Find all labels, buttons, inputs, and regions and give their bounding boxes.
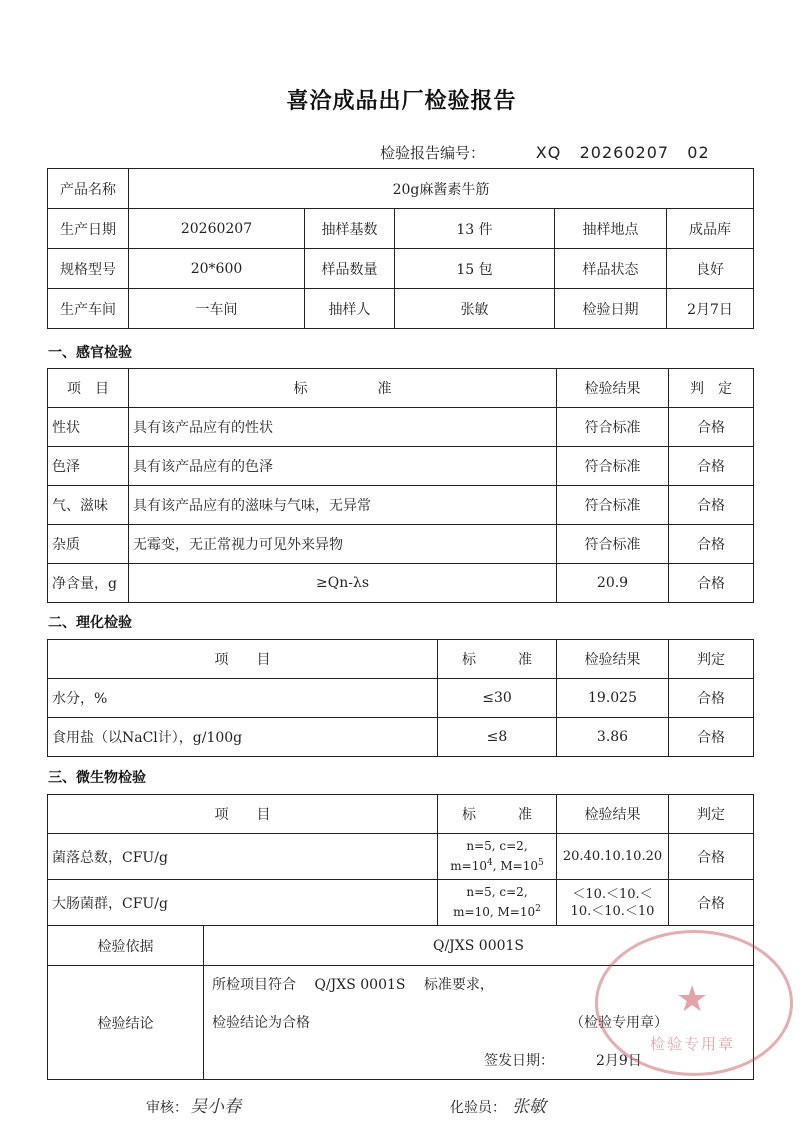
physchem-item: 食用盐（以NaCl计），g/100g xyxy=(48,718,438,757)
table-row xyxy=(48,834,754,880)
report-number-label: 检验报告编号： xyxy=(380,144,486,162)
sensory-result: 符合标准 xyxy=(557,447,669,486)
table-row xyxy=(48,880,754,926)
sensory-standard: ≥Qn-λs xyxy=(129,564,557,603)
reviewer-signature: 吴小春 xyxy=(190,1097,241,1117)
spec-label: 规格型号 xyxy=(48,249,129,289)
issue-date-label: 签发日期： xyxy=(484,1053,554,1069)
test-date-label: 检验日期 xyxy=(555,289,667,329)
sensory-verdict: 合格 xyxy=(669,486,754,525)
micro-header-standard: 标 准 xyxy=(438,795,557,834)
sample-qty: 15 包 xyxy=(395,249,555,289)
physchem-header-standard: 标 准 xyxy=(438,640,557,679)
sensory-standard: 无霉变，无正常视力可见外来异物 xyxy=(129,525,557,564)
micro-result: 20.40.10.10.20 xyxy=(557,834,669,880)
micro-standard-line2: $m=10^4$, $M=10^5$ xyxy=(450,858,544,873)
report-number-value: XQ 20260207 02 xyxy=(535,143,710,162)
info-table xyxy=(47,168,754,329)
product-name-label: 产品名称 xyxy=(48,169,129,209)
stamp-text: 检验专用章 xyxy=(650,1035,736,1053)
section-micro: 三、微生物检验 xyxy=(48,770,146,786)
physchem-standard: ≤30 xyxy=(438,679,557,718)
sample-qty-label: 样品数量 xyxy=(305,249,395,289)
sample-base-label: 抽样基数 xyxy=(305,209,395,249)
sensory-item: 色泽 xyxy=(48,447,129,486)
table-row xyxy=(48,408,754,447)
micro-standard-line1: n=5, c=2, xyxy=(466,885,528,899)
test-date: 2月7日 xyxy=(667,289,754,329)
prod-date: 20260207 xyxy=(129,209,305,249)
sensory-verdict: 合格 xyxy=(669,525,754,564)
physchem-result: 19.025 xyxy=(557,679,669,718)
physchem-verdict: 合格 xyxy=(669,679,754,718)
sample-place-label: 抽样地点 xyxy=(555,209,667,249)
physchem-standard: ≤8 xyxy=(438,718,557,757)
sensory-standard: 具有该产品应有的滋味与气味，无异常 xyxy=(129,486,557,525)
sensory-header-result: 检验结果 xyxy=(557,369,669,408)
sampler-label: 抽样人 xyxy=(305,289,395,329)
physchem-header-result: 检验结果 xyxy=(557,640,669,679)
sampler: 张敏 xyxy=(395,289,555,329)
conclusion-label: 检验结论 xyxy=(48,966,204,1080)
micro-result-line2: 10.＜10.＜10 xyxy=(570,903,655,919)
physchem-verdict: 合格 xyxy=(669,718,754,757)
physchem-result: 3.86 xyxy=(557,718,669,757)
seal-note: （检验专用章） xyxy=(570,1015,668,1031)
sample-place: 成品库 xyxy=(667,209,754,249)
table-row xyxy=(48,525,754,564)
micro-verdict: 合格 xyxy=(669,880,754,926)
basis-value: Q/JXS 0001S xyxy=(204,926,754,966)
micro-header-result: 检验结果 xyxy=(557,795,669,834)
prod-date-label: 生产日期 xyxy=(48,209,129,249)
sample-base: 13 件 xyxy=(395,209,555,249)
report-title: 喜洽成品出厂检验报告 xyxy=(286,89,517,114)
sensory-result: 符合标准 xyxy=(557,525,669,564)
micro-verdict: 合格 xyxy=(669,834,754,880)
inspection-stamp xyxy=(595,930,793,1076)
sensory-standard: 具有该产品应有的色泽 xyxy=(129,447,557,486)
table-row xyxy=(48,718,754,757)
sample-state: 良好 xyxy=(667,249,754,289)
sensory-item: 净含量，g xyxy=(48,564,129,603)
sensory-header-standard: 标 准 xyxy=(129,369,557,408)
sensory-result: 符合标准 xyxy=(557,408,669,447)
sample-state-label: 样品状态 xyxy=(555,249,667,289)
micro-standard xyxy=(438,834,557,880)
sensory-verdict: 合格 xyxy=(669,408,754,447)
physchem-item: 水分，% xyxy=(48,679,438,718)
inspector-label: 化验员： xyxy=(450,1100,506,1116)
table-row xyxy=(48,486,754,525)
spec: 20*600 xyxy=(129,249,305,289)
report-number xyxy=(380,142,710,163)
table-row xyxy=(48,447,754,486)
sensory-result: 20.9 xyxy=(557,564,669,603)
issue-date: 2月9日 xyxy=(596,1053,642,1069)
workshop-label: 生产车间 xyxy=(48,289,129,329)
sensory-standard: 具有该产品应有的性状 xyxy=(129,408,557,447)
section-physchem: 二、理化检验 xyxy=(48,615,132,631)
sensory-verdict: 合格 xyxy=(669,447,754,486)
sensory-item: 气、滋味 xyxy=(48,486,129,525)
sensory-result: 符合标准 xyxy=(557,486,669,525)
sensory-item: 性状 xyxy=(48,408,129,447)
inspector-signature: 张敏 xyxy=(512,1097,546,1117)
sensory-header-item: 项 目 xyxy=(48,369,129,408)
micro-header-item: 项 目 xyxy=(48,795,438,834)
sensory-header-verdict: 判 定 xyxy=(669,369,754,408)
sensory-table xyxy=(47,368,754,603)
conclusion-line2: 检验结论为合格 xyxy=(212,1015,310,1031)
star-icon: ★ xyxy=(676,979,709,1020)
table-row xyxy=(48,679,754,718)
micro-standard-line1: n=5, c=2, xyxy=(466,839,528,853)
micro-item: 大肠菌群，CFU/g xyxy=(48,880,438,926)
basis-label: 检验依据 xyxy=(48,926,204,966)
micro-result-line1: ＜10.＜10.＜ xyxy=(572,886,653,902)
micro-header-verdict: 判定 xyxy=(669,795,754,834)
sensory-item: 杂质 xyxy=(48,525,129,564)
micro-standard xyxy=(438,880,557,926)
conclusion-line1: 所检项目符合 Q/JXS 0001S 标准要求， xyxy=(212,977,494,993)
micro-item: 菌落总数，CFU/g xyxy=(48,834,438,880)
section-sensory: 一、感官检验 xyxy=(48,345,132,361)
sensory-verdict: 合格 xyxy=(669,564,754,603)
physchem-header-verdict: 判定 xyxy=(669,640,754,679)
micro-result xyxy=(557,880,669,926)
workshop: 一车间 xyxy=(129,289,305,329)
table-row xyxy=(48,564,754,603)
micro-standard-line2: m=10, $M=10^2$ xyxy=(453,904,541,919)
reviewer-label: 审核： xyxy=(146,1100,188,1116)
physchem-header-item: 项 目 xyxy=(48,640,438,679)
physchem-table xyxy=(47,639,754,757)
product-name: 20g麻酱素牛筋 xyxy=(129,169,754,209)
